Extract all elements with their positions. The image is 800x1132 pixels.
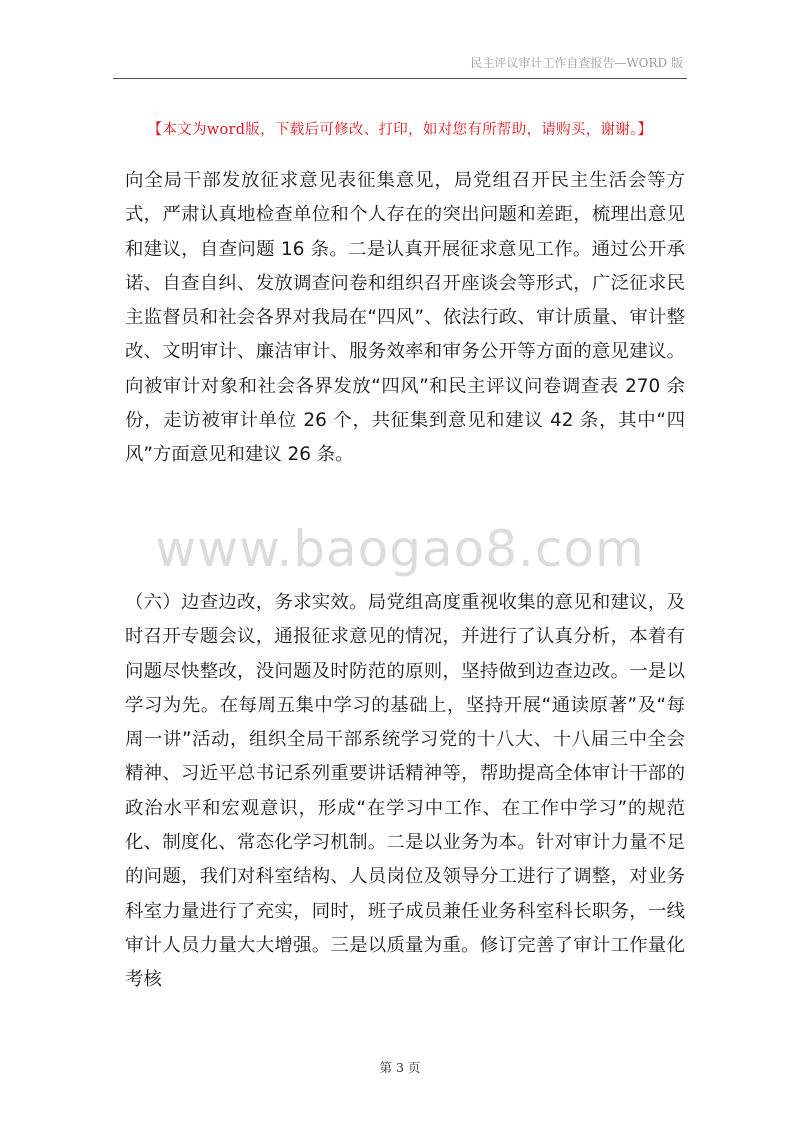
watermark: www.baogao8.com [155, 520, 645, 578]
body-paragraph-2: （六）边查边改，务求实效。局党组高度重视收集的意见和建议，及时召开专题会议，通报征求意见的情况，并进行了认真分析，本着有问题尽快整改，没问题及时防范的原则，坚持做到边查边改。一是以学习为先。在每周五集中学习的基础上，坚持开展“通读原著”及“每周一讲”活动，组织全局干部系统学习党的十八大、十八届三中全会精神、习近平总书记系列重要讲话精神等，帮助提高全体审计干部的政治水平和宏观意识，形成“在学习中工作、在工作中学习”的规范化、制度化、常态化学习机制。二是以业务为本。针对审计力量不足的问题，我们对科室结构、人员岗位及领导分工进行了调整，对业务科室力量进行了充实，同时，班子成员兼任业务科室科长职务，一线审计人员力量大大增强。三是以质量为重。修订完善了审计工作量化考核 [125, 592, 685, 991]
document-title: 民主评议审计工作自查报告—WORD 版 [470, 56, 683, 70]
download-notice: 【本文为word版，下载后可修改、打印，如对您有所帮助，请购买，谢谢。】 [147, 122, 653, 138]
body-paragraph-1: 向全局干部发放征求意见表征集意见，局党组召开民主生活会等方式，严肃认真地检查单位和个人存在的突出问题和差距，梳理出意见和建议，自查问题 16 条。二是认真开展征求意见工作。通过公开承诺、自查自纠、发放调查问卷和组织召开座谈会等形式，广泛征求民主监督员和社会各界对我局在“四风”、依法行政、审计质量、审计整改、文明审计、廉洁审计、服务效率和审务公开等方面的意见建议。向被审计对象和社会各界发放“四风”和民主评议问卷调查表 270 余份，走访被审计单位 26 个，共征集到意见和建议 42 条，其中“四风”方面意见和建议 26 条。 [125, 170, 685, 466]
page-number: 第 3 页 [379, 1060, 421, 1075]
page-header [113, 50, 687, 79]
